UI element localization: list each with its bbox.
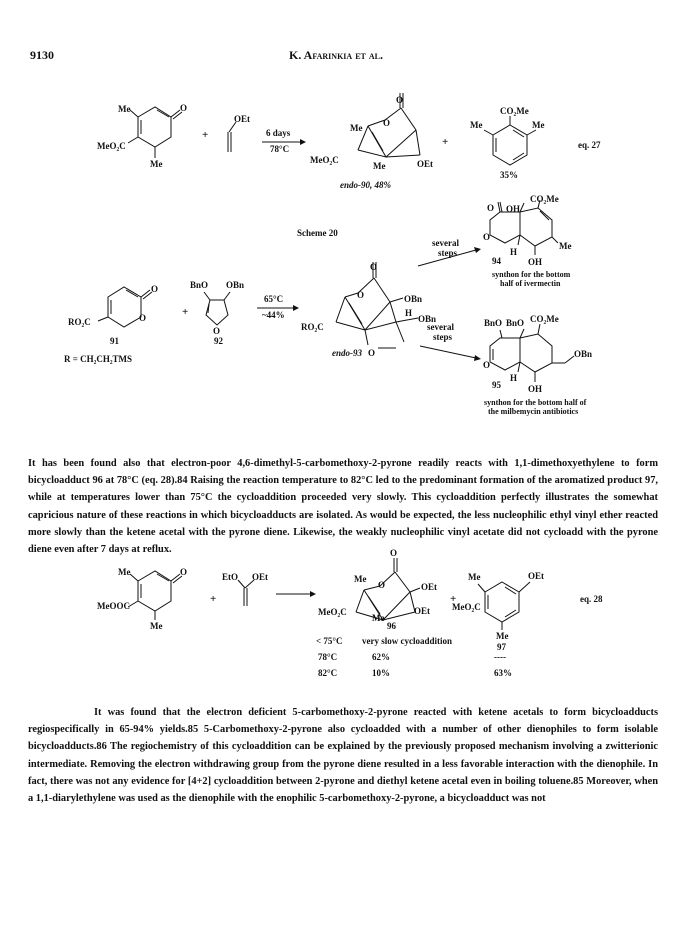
eq28-arom-me-bottom: Me [496, 631, 509, 641]
eq27-arom-co2me: CO₂Me [500, 106, 529, 116]
scheme20-arrow-down [420, 346, 476, 358]
scheme20-title: Scheme 20 [297, 228, 338, 238]
eq28-pyrone-me-top: Me [118, 567, 131, 577]
eq27-arom-yield: 35% [500, 170, 518, 180]
eq27-adduct-me-left: Me [350, 123, 363, 133]
scheme20-label-92: 92 [214, 336, 223, 346]
scheme20-product-95 [490, 324, 574, 382]
eq27-adduct-o-top: O [396, 95, 404, 105]
eq28-row2-val97: ---- [494, 652, 506, 662]
eq28-pyrone-ester: MeOOC [97, 601, 130, 611]
scheme20-adduct-h: H [405, 308, 413, 318]
scheme20-adduct-obn2: OBn [418, 314, 437, 324]
p95-bno1: BnO [484, 318, 503, 328]
p94-oh2: OH [528, 257, 543, 267]
p95-co2me: CO₂Me [530, 314, 559, 324]
paragraph-2: It was found that the electron deficient 5-carbomethoxy-2-pyrone reacted with ketene acetals to form bicycloadducts regiospecifically in 65-94% yields.85 5-Carbomethoxy-2-pyrone also cycloadded with a number of other dienophiles to form isolable bicycloadducts.86 The regiochemistry of this cycloaddition can be explained by the previously proposed mechanism involving a zwitterionic intermediate. Removing the electron withdrawing group from the pyrone diene resulted in a less favorable interaction with the dienophile. In fact, there was not any evidence for [4+2] cycloaddition between 2-pyrone and diethyl ketene acetal even in boiling toluene.85 Moreover, when a 1,1-diarylethylene was used as the dienophile with the enophilic 5-carbomethoxy-2-pyrone, a bicycloadduct was not [28, 707, 658, 805]
scheme20-adduct-o-bottom: O [368, 348, 376, 358]
p95-label: 95 [492, 380, 501, 390]
scheme20-steps2-line2: steps [433, 332, 453, 342]
paragraph-1: It has been found also that electron-poor 4,6-dimethyl-5-carbomethoxy-2-pyrone readily reacts with 1,1-dimethoxyethylene to form bicycloadduct 96 at 78°C (eq. 28).84 Raising the reaction temperature to 82°C led to the predominant formation of the aromatized product 97, while at temperatures lower than 75°C the cycloaddition proceeded very slowly. This cycloaddition perfectly illustrates the somewhat capricious nature of these reactions in which bicycloadducts are isolated. As would be expected, the less nucleophilic ethyl vinyl ether reacted more slowly than the ketene acetal with the pyrone diene. Likewise, the weakly nucleophilic vinyl acetate did not cycloadd with the pyrone diene even after 7 days at reflux. [28, 458, 658, 556]
scheme20-product-94 [490, 200, 558, 255]
eq28-pyrone-structure [128, 571, 182, 620]
eq28-row1-temp: < 75°C [316, 636, 343, 646]
eq28-aromatic-97 [478, 582, 530, 630]
eq27-pyrone-o: O [180, 103, 188, 113]
eq28-bicycloadduct-96 [356, 558, 420, 620]
eq27-adduct-me-bottom: Me [373, 161, 386, 171]
eq27-arrow-top: 6 days [266, 128, 291, 138]
p94-caption-line2: half of ivermectin [500, 279, 561, 288]
p94-ring-o: O [483, 232, 491, 242]
eq28-oet: OEt [252, 572, 269, 582]
p95-caption-line2: the milbemycin antibiotics [488, 407, 579, 416]
scheme20-plus: + [182, 306, 189, 318]
p94-label: 94 [492, 256, 501, 266]
eq28-ketene-acetal [238, 580, 254, 606]
eq27-adduct-ester: MeO₂C [310, 155, 339, 165]
scheme20-steps1-line2: steps [438, 248, 458, 258]
eq27-oet: OEt [234, 114, 251, 124]
eq27-arom-me-right: Me [532, 120, 545, 130]
scheme20-label-91: 91 [110, 336, 119, 346]
eq28-eto: EtO [222, 572, 239, 582]
eq28-adduct-ester: MeO₂C [318, 607, 347, 617]
eq28-row3-val96: 10% [372, 668, 390, 678]
eq28-row3-temp: 82°C [318, 668, 338, 678]
scheme20-adduct-o-bridge: O [357, 290, 365, 300]
p94-oh: OH [506, 204, 521, 214]
scheme20-adduct-obn1: OBn [404, 294, 423, 304]
scheme20-adduct-o-top: O [370, 262, 378, 272]
p94-me: Me [559, 241, 572, 251]
eq28-row2-temp: 78°C [318, 652, 338, 662]
scheme20-adduct-caption: endo-93 [332, 348, 362, 358]
p94-h: H [510, 247, 518, 257]
eq28-label-96: 96 [387, 621, 396, 631]
eq28-arom-oet: OEt [528, 571, 545, 581]
eq27-label: eq. 27 [578, 140, 601, 150]
eq28-adduct-me-bottom: Me [372, 613, 385, 623]
eq28-row3-val97: 63% [494, 668, 512, 678]
scheme20-adduct-ro2c: RO₂C [301, 322, 324, 332]
eq27-adduct-o-bridge: O [383, 118, 391, 128]
eq28-adduct-me: Me [354, 574, 367, 584]
eq27-adduct-oet: OEt [417, 159, 434, 169]
scheme20-pyrone-ring-o: O [139, 313, 147, 323]
eq27-plus2: + [442, 136, 449, 148]
eq27-pyrone-structure [128, 107, 182, 158]
eq28-plus: + [210, 593, 217, 605]
eq27-plus: + [202, 129, 209, 141]
eq27-aromatic-product [484, 116, 536, 165]
scheme20-furan-92 [204, 292, 230, 325]
p95-h: H [510, 373, 518, 383]
scheme20-pyrone-o: O [151, 284, 159, 294]
scheme20-pyrone-ro2c: RO₂C [68, 317, 91, 327]
eq28-pyrone-me-bottom: Me [150, 621, 163, 631]
p94-caption-line1: synthon for the bottom [492, 270, 571, 279]
eq27-pyrone-me-bottom: Me [150, 159, 163, 169]
scheme20-steps2-line1: several [427, 322, 454, 332]
scheme20-arrow-top: 65°C [264, 294, 284, 304]
p94-o: O [487, 203, 495, 213]
eq28-row1-val96: very slow cycloaddition [362, 636, 452, 646]
running-head-authors: K. Afarinkia et al. [289, 48, 383, 62]
eq27-adduct-caption: endo-90, 48% [340, 180, 391, 190]
eq28-plus2: + [450, 593, 457, 605]
eq27-arom-me-left: Me [470, 120, 483, 130]
p95-oh: OH [528, 384, 543, 394]
eq27-pyrone-ester: MeO₂C [97, 141, 126, 151]
eq27-ethyl-vinyl-ether [228, 122, 236, 152]
scheme20-furan-obn: OBn [226, 280, 245, 290]
p95-ring-o: O [483, 360, 491, 370]
scheme20-r-definition: R = CH₂CH₂TMS [64, 354, 133, 364]
scheme20-steps1-line1: several [432, 238, 459, 248]
p95-obn: OBn [574, 349, 593, 359]
scheme20-arrow-bottom: ~44% [262, 310, 285, 320]
eq28-adduct-o-bridge: O [378, 580, 386, 590]
scheme20-furan-o: O [213, 326, 221, 336]
eq28-adduct-o-top: O [390, 548, 398, 558]
p95-caption-line1: synthon for the bottom half of [484, 398, 587, 407]
scheme20-furan-bno: BnO [190, 280, 209, 290]
eq28-adduct-oet2: OEt [414, 606, 431, 616]
p94-co2me: CO₂Me [530, 194, 559, 204]
eq28-label-97: 97 [497, 642, 506, 652]
eq28-adduct-oet1: OEt [421, 582, 438, 592]
eq28-arom-ester: MeO₂C [452, 602, 481, 612]
eq28-label: eq. 28 [580, 594, 603, 604]
eq27-arrow-bottom: 78°C [270, 144, 290, 154]
eq28-pyrone-o: O [180, 567, 188, 577]
eq28-arom-me: Me [468, 572, 481, 582]
scheme20-adduct-93 [336, 262, 418, 348]
p95-bno2: BnO [506, 318, 525, 328]
page-number: 9130 [30, 48, 54, 62]
eq28-row2-val96: 62% [372, 652, 390, 662]
eq27-pyrone-me-top: Me [118, 104, 131, 114]
